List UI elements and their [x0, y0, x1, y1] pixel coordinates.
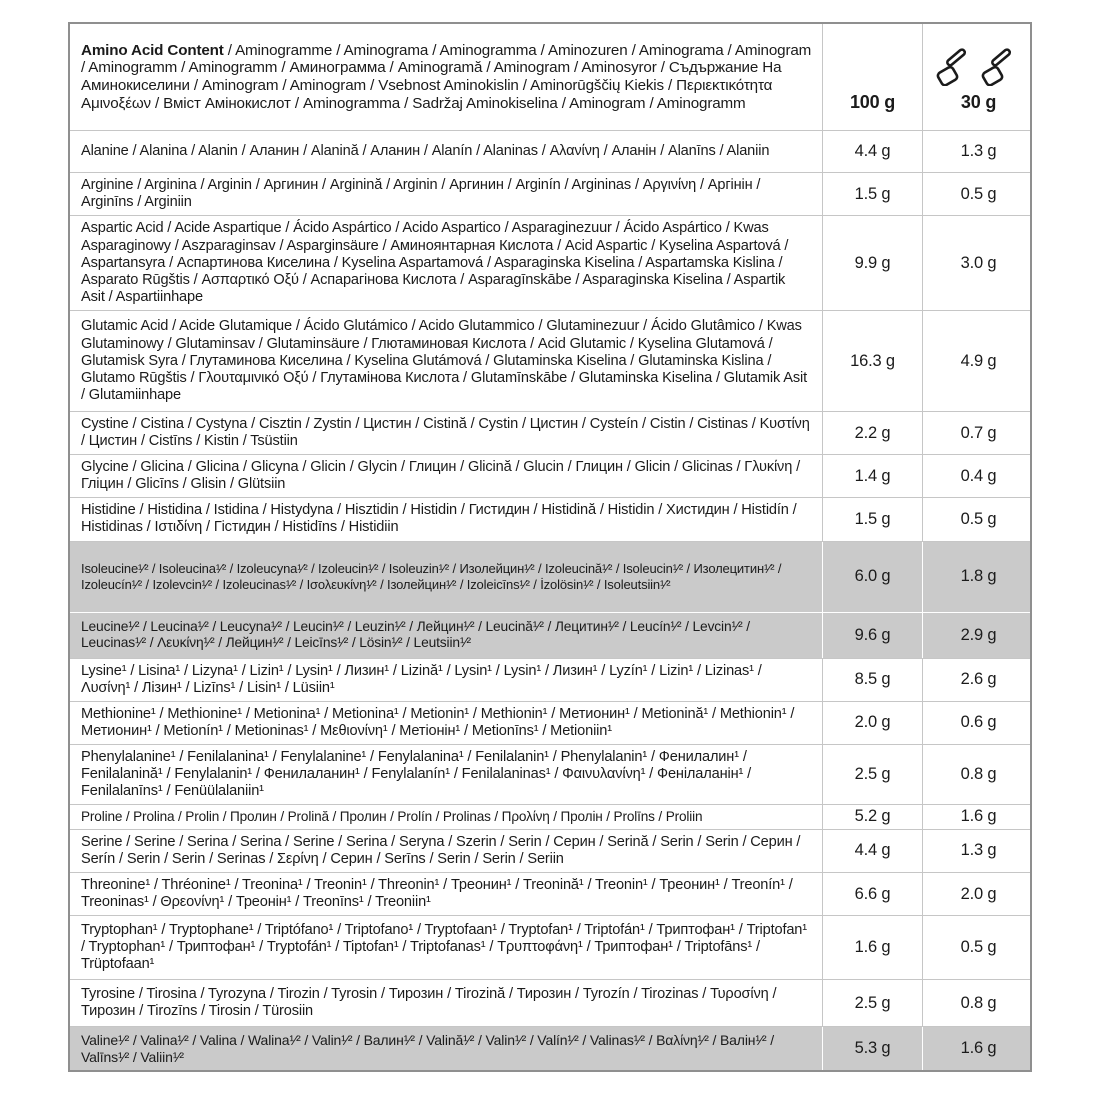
value-per-30g: 0.6 g [922, 702, 1034, 744]
value-per-100g: 9.9 g [822, 216, 922, 310]
table-row [70, 915, 1030, 979]
value-per-100g: 5.3 g [822, 1027, 922, 1070]
value-per-30g: 1.6 g [922, 805, 1034, 829]
amino-acid-name: Serine / Serine / Serina / Serina / Serine / Serina / Seryna / Szerin / Serin / Серин / Serină / Serin / Serin / Серин / Serín / Serin / Serin / Serinas / Σερίνη / Серин / Serīns / Serin / Serin / Seriin [81, 833, 801, 867]
table-title-translations: / Aminogramme / Aminograma / Aminogramma / Aminozuren / Aminograma / Aminogram / Aminogramm / Aminogramm / Аминограмма / Aminogramă / Aminogram / Aminosyror / Съдържание На Аминокиселини / Aminogram / Aminogram / Vsebnost Aminokislin / Aminorūgščių Kiekis / Περιεκτικότητα Αμινοξέων / Вміст Амінокислот / Aminogramma / Sadržaj Aminokiselina / Aminogram / Aminogramm [81, 41, 812, 112]
amino-acid-name: Histidine / Histidina / Istidina / Histydyna / Hisztidin / Histidin / Гистидин / Histidină / Histidin / Хистидин / Histidín / Histidinas / Ιστιδίνη / Гістидин / Histidīns / Histidiin [81, 502, 797, 536]
table-row [70, 701, 1030, 744]
value-per-30g: 1.8 g [922, 542, 1034, 612]
value-per-30g: 3.0 g [922, 216, 1034, 310]
value-per-30g: 2.6 g [922, 659, 1034, 701]
amino-acid-name: Lysine¹ / Lisina¹ / Lizyna¹ / Lizin¹ / Lysin¹ / Лизин¹ / Lizină¹ / Lysin¹ / Lysin¹ / Лизин¹ / Lyzín¹ / Lizin¹ / Lizinas¹ / Λυσίνη¹ / Лізин¹ / Lizīns¹ / Lisin¹ / Lüsiin¹ [81, 662, 762, 696]
table-title-text [81, 42, 812, 113]
value-per-100g: 2.0 g [822, 702, 922, 744]
amino-acid-name: Aspartic Acid / Acide Aspartique / Ácido Aspártico / Acido Aspartico / Asparaginezuur / Ácido Aspártico / Kwas Asparaginowy / Aszparaginsav / Asparginsäure / Аминоянтарная Кислота / Acid Aspartic / Kyselina Aspartová / Aspartansyra / Аспартинова Киселина / Kyselina Aspartamová / Asparaginska Kiselina / Aspartamska Kislina / Asparato Rūgštis / Ασπαρτικό Οξύ / Аспарагінова Кислота / Asparagīnskābe / Asparaginska Kiselina / Aspartik Asit / Aspartiinhape [81, 220, 789, 305]
value-per-100g: 4.4 g [822, 830, 922, 872]
amino-acid-name: Proline / Prolina / Prolin / Пролин / Prolină / Пролин / Prolín / Prolinas / Προλίνη / Пролін / Prolīns / Proliin [81, 808, 703, 824]
table-row [70, 172, 1030, 215]
value-per-100g: 6.0 g [822, 542, 922, 612]
table-body [70, 130, 1030, 1070]
value-per-100g: 5.2 g [822, 805, 922, 829]
value-per-100g: 16.3 g [822, 311, 922, 411]
table-row [70, 454, 1030, 497]
column-header-30g [922, 24, 1034, 130]
amino-acid-name: Tryptophan¹ / Tryptophane¹ / Triptófano¹ / Triptofano¹ / Tryptofaan¹ / Tryptofan¹ / Triptofán¹ / Триптофан¹ / Triptofan¹ / Tryptophan¹ / Триптофан¹ / Tryptofán¹ / Tiptofan¹ / Triptofanas¹ / Τρυπτοφάνη¹ / Триптофан¹ / Triptofāns¹ / Trüptofaan¹ [81, 921, 807, 973]
table-row [70, 979, 1030, 1026]
table-row [70, 130, 1030, 172]
value-per-30g: 1.3 g [922, 131, 1034, 172]
table-title-bold: Amino Acid Content [81, 41, 224, 59]
amino-acid-name: Methionine¹ / Methionine¹ / Metionina¹ / Metionina¹ / Metionin¹ / Methionin¹ / Метионин¹ / Metionină¹ / Methionin¹ / Метионин¹ / Metionín¹ / Metioninas¹ / Μεθιονίνη¹ / Метіонін¹ / Metionīns¹ / Metioniin¹ [81, 705, 795, 739]
value-per-100g: 4.4 g [822, 131, 922, 172]
table-row [70, 829, 1030, 872]
table-row [70, 804, 1030, 829]
value-per-30g: 0.4 g [922, 455, 1034, 497]
table-header-row [70, 24, 1030, 130]
value-per-30g: 0.5 g [922, 498, 1034, 540]
amino-acid-table [68, 22, 1032, 1072]
table-row [70, 744, 1030, 804]
value-per-30g: 2.9 g [922, 613, 1034, 658]
value-per-30g: 1.3 g [922, 830, 1034, 872]
measuring-scoops-icon [933, 42, 1025, 86]
value-per-30g: 2.0 g [922, 873, 1034, 915]
table-row [70, 541, 1030, 612]
table-row [70, 658, 1030, 701]
value-per-100g: 1.6 g [822, 916, 922, 979]
table-row [70, 497, 1030, 540]
column-header-100g [822, 24, 922, 130]
table-row [70, 310, 1030, 411]
value-per-100g: 2.5 g [822, 745, 922, 804]
value-per-30g: 0.8 g [922, 745, 1034, 804]
amino-acid-name: Isoleucine¹⁄² / Isoleucina¹⁄² / Izoleucyna¹⁄² / Izoleucin¹⁄² / Isoleuzin¹⁄² / Изолейцин¹⁄² / Izoleucină¹⁄² / Isoleucin¹⁄² / Изолецитин¹⁄² / Izoleucín¹⁄² / Izolevcin¹⁄² / Izoleucinas¹⁄² / Ισολευκίνη¹⁄² / Ізолейцин¹⁄² / Izoleicīns¹⁄² / İzolösin¹⁄² / Isoleutsiin¹⁄² [81, 561, 782, 592]
table-row [70, 612, 1030, 658]
value-per-100g: 8.5 g [822, 659, 922, 701]
value-per-30g: 4.9 g [922, 311, 1034, 411]
value-per-100g: 1.5 g [822, 173, 922, 215]
value-per-30g: 0.7 g [922, 412, 1034, 454]
value-per-100g: 1.4 g [822, 455, 922, 497]
amino-acid-name: Arginine / Arginina / Arginin / Аргинин / Arginină / Arginin / Аргинин / Arginín / Argininas / Αργινίνη / Аргінін / Arginīns / Arginiin [81, 177, 761, 211]
value-per-30g: 0.5 g [922, 916, 1034, 979]
value-per-30g: 0.5 g [922, 173, 1034, 215]
value-per-100g: 6.6 g [822, 873, 922, 915]
column-header-30g-label: 30 g [960, 92, 997, 112]
table-row [70, 411, 1030, 454]
amino-acid-name: Glutamic Acid / Acide Glutamique / Ácido Glutámico / Acido Glutammico / Glutaminezuur / Ácido Glutâmico / Kwas Glutaminowy / Glutaminsav / Glutaminsäure / Глютаминовая Кислота / Acid Glutamic / Kyselina Glutamová / Glutamisk Syra / Глутаминова Киселина / Kyselina Glutámová / Glutaminska Kiselina / Glutaminska Kislina / Glutamo Rūgštis / Γλουταμινικό Οξύ / Глутамінова Кислота / Glutamīnskābe / Glutaminska Kiselina / Glutamik Asit / Glutamiinhape [81, 318, 807, 403]
value-per-100g: 2.2 g [822, 412, 922, 454]
amino-acid-name: Tyrosine / Tirosina / Tyrozyna / Tirozin / Tyrosin / Тирозин / Tirozină / Тирозин / Tyrozín / Tirozinas / Τυροσίνη / Тирозин / Tirozīns / Tirosin / Türosiin [81, 986, 777, 1020]
table-row [70, 1026, 1030, 1070]
amino-acid-name: Valine¹⁄² / Valina¹⁄² / Valina / Walina¹⁄² / Valin¹⁄² / Валин¹⁄² / Valină¹⁄² / Valin¹⁄² / Valín¹⁄² / Valinas¹⁄² / Βαλίνη¹⁄² / Валін¹⁄² / Valīns¹⁄² / Valiin¹⁄² [81, 1032, 775, 1065]
amino-acid-name: Phenylalanine¹ / Fenilalanina¹ / Fenylalanine¹ / Fenylalanina¹ / Fenilalanin¹ / Phenylalanin¹ / Фенилалин¹ / Fenilalanină¹ / Fenylalanin¹ / Фенилаланин¹ / Fenylalanín¹ / Fenilalaninas¹ / Φαινυλανίνη¹ / Фенілаланін¹ / Fenilalanīns¹ / Fenüülalaniin¹ [81, 748, 751, 799]
amino-acid-name: Leucine¹⁄² / Leucina¹⁄² / Leucyna¹⁄² / Leucin¹⁄² / Leuzin¹⁄² / Лейцин¹⁄² / Leucină¹⁄² / Лецитин¹⁄² / Leucín¹⁄² / Levcin¹⁄² / Leucinas¹⁄² / Λευκίνη¹⁄² / Лейцин¹⁄² / Leicīns¹⁄² / Lösin¹⁄² / Leutsiin¹⁄² [81, 618, 750, 650]
column-header-100g-label: 100 g [849, 92, 896, 112]
value-per-30g: 1.6 g [922, 1027, 1034, 1070]
value-per-30g: 0.8 g [922, 980, 1034, 1026]
value-per-100g: 1.5 g [822, 498, 922, 540]
value-per-100g: 2.5 g [822, 980, 922, 1026]
amino-acid-name: Glycine / Glicina / Glicina / Glicyna / Glicin / Glycin / Глицин / Glicină / Glucin / Глицин / Glicin / Glicinas / Γλυκίνη / Гліцин / Glicīns / Glisin / Glütsiin [81, 459, 800, 493]
table-title [70, 24, 822, 130]
table-row [70, 872, 1030, 915]
amino-acid-name: Threonine¹ / Thréonine¹ / Treonina¹ / Treonin¹ / Threonin¹ / Треонин¹ / Treonină¹ / Treonin¹ / Треонин¹ / Treonín¹ / Treoninas¹ / Θρεονίνη¹ / Треонін¹ / Treonīns¹ / Treoniin¹ [81, 876, 793, 911]
amino-acid-name: Alanine / Alanina / Alanin / Аланин / Alanină / Аланин / Alanín / Alaninas / Αλανίνη / Аланін / Alanīns / Alaniin [81, 142, 770, 159]
amino-acid-name: Cystine / Cistina / Cystyna / Cisztin / Zystin / Цистин / Cistină / Cystin / Цистин / Cysteín / Cistin / Cistinas / Κυστίνη / Цистин / Cistīns / Kistin / Tsüstiin [81, 416, 810, 450]
value-per-100g: 9.6 g [822, 613, 922, 658]
table-row [70, 215, 1030, 310]
